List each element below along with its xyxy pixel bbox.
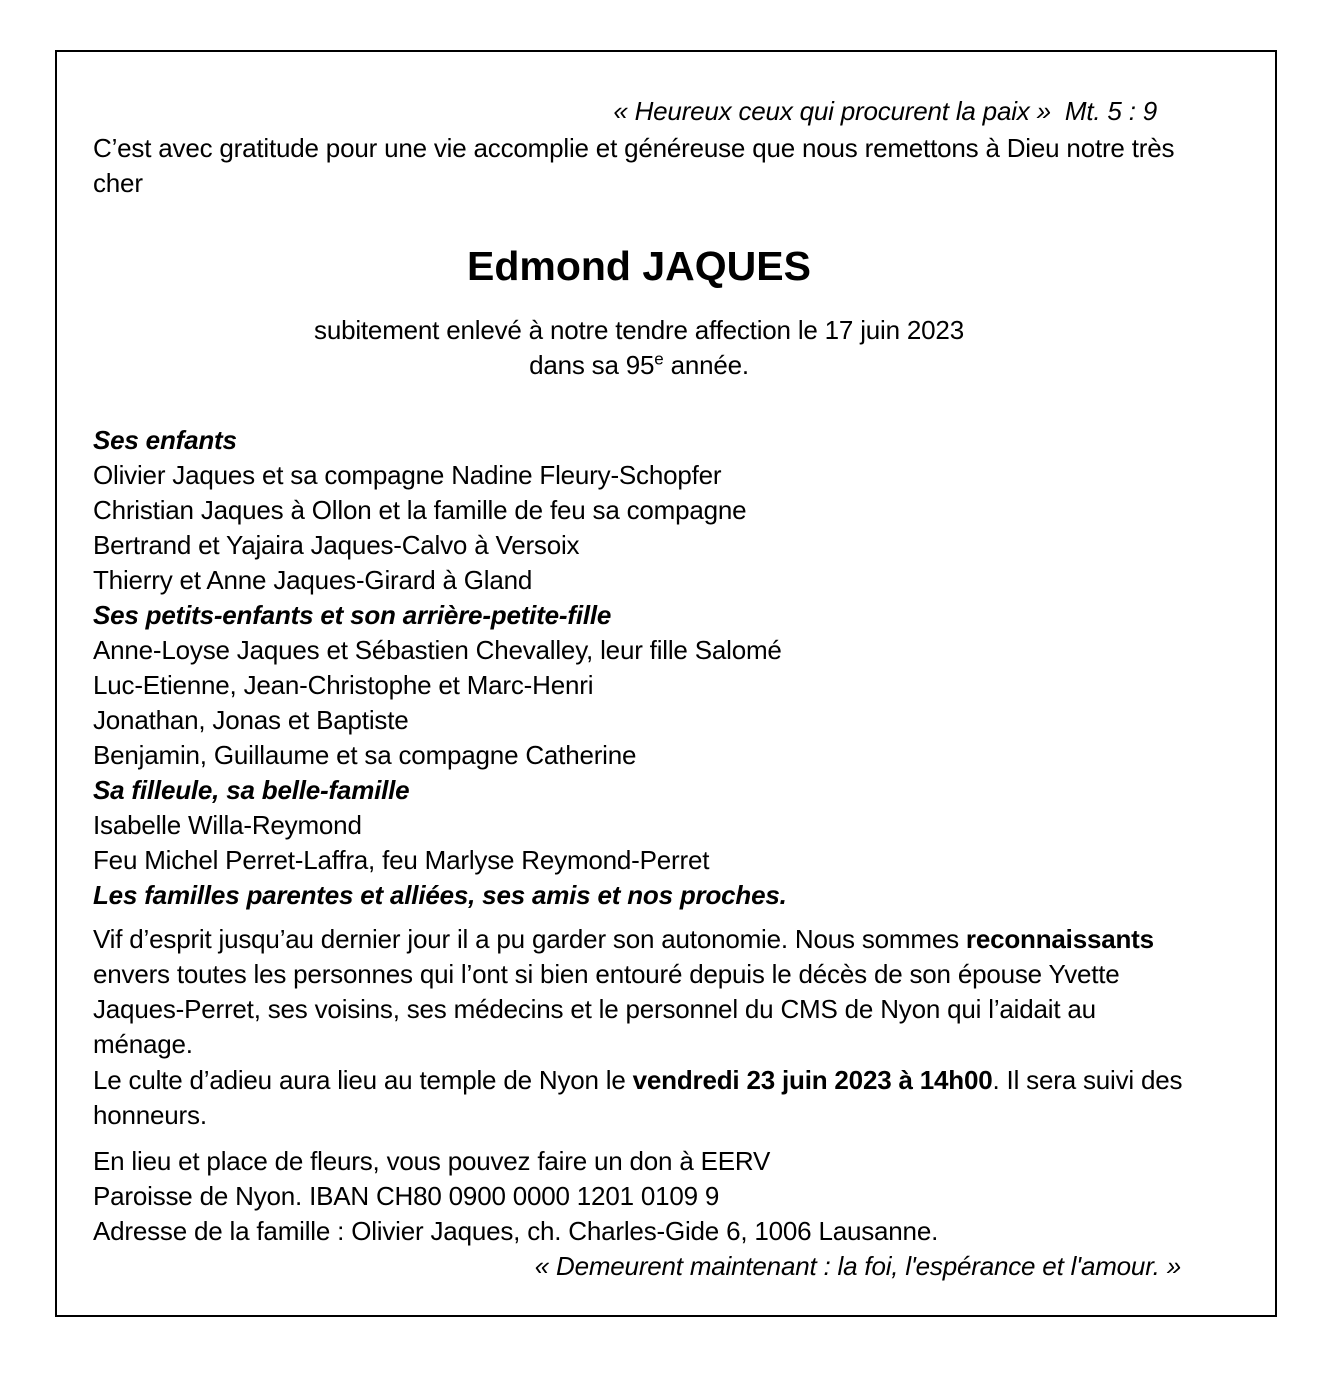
family-member-line: Luc-Etienne, Jean-Christophe et Marc-Henri	[93, 670, 594, 700]
age-line-suffix: année.	[663, 350, 749, 380]
family-member-line: Feu Michel Perret-Laffra, feu Marlyse Reymond-Perret	[93, 845, 710, 875]
donation-line: En lieu et place de fleurs, vous pouvez faire un don à EERV	[93, 1146, 771, 1176]
family-member-line: Jonathan, Jonas et Baptiste	[93, 705, 409, 735]
tribute-paragraph	[93, 922, 1185, 1062]
tribute-text-start: Vif d’esprit jusqu’au dernier jour il a pu garder son autonomie. Nous sommes	[93, 924, 966, 954]
family-member-line: Bertrand et Yajaira Jaques-Calvo à Versoix	[93, 530, 580, 560]
death-notice-frame	[55, 50, 1277, 1317]
family-member-line: Isabelle Willa-Reymond	[93, 810, 362, 840]
family-section-heading: Ses enfants	[93, 425, 237, 455]
age-line-superscript: e	[654, 349, 664, 369]
age-line-prefix: dans sa 95	[529, 350, 655, 380]
family-section-heading: Sa filleule, sa belle-famille	[93, 775, 410, 805]
epigraph-reference: Mt. 5 : 9	[1064, 96, 1157, 126]
family-member-line: Olivier Jaques et sa compagne Nadine Fleury-Schopfer	[93, 460, 722, 490]
tribute-text-end: envers toutes les personnes qui l’ont si bien entouré depuis le décès de son épouse Yvette Jaques-Perret, ses voisins, ses médecins et le personnel du CMS de Nyon qui l’aidait au ménage.	[93, 959, 1120, 1059]
service-text-end: . Il sera suivi des honneurs.	[93, 1065, 1183, 1130]
service-datetime-bold: vendredi 23 juin 2023 à 14h00	[632, 1065, 993, 1095]
epigraph-quote: « Heureux ceux qui procurent la paix »	[613, 96, 1051, 126]
family-member-line: Benjamin, Guillaume et sa compagne Catherine	[93, 740, 637, 770]
donation-iban-line: Paroisse de Nyon. IBAN CH80 0900 0000 1201 0109 9	[93, 1181, 720, 1211]
family-list	[93, 423, 1185, 913]
donation-block	[93, 1144, 1185, 1249]
closing-quote: « Demeurent maintenant : la foi, l'espérance et l'amour. »	[534, 1251, 1181, 1281]
epigraph	[93, 94, 1185, 129]
family-member-line: Thierry et Anne Jaques-Girard à Gland	[93, 565, 533, 595]
death-details	[93, 313, 1185, 383]
family-member-line: Anne-Loyse Jaques et Sébastien Chevalley, leur fille Salomé	[93, 635, 782, 665]
family-address-line: Adresse de la famille : Olivier Jaques, ch. Charles-Gide 6, 1006 Lausanne.	[93, 1216, 939, 1246]
family-section-heading: Les familles parentes et alliées, ses amis et nos proches.	[93, 880, 787, 910]
deceased-name: Edmond JAQUES	[467, 243, 811, 289]
service-paragraph	[93, 1063, 1185, 1133]
death-date-line: subitement enlevé à notre tendre affection le 17 juin 2023	[314, 315, 964, 345]
death-notice-content	[57, 52, 1185, 1284]
family-section-heading: Ses petits-enfants et son arrière-petite-fille	[93, 600, 612, 630]
tribute-bold-word: reconnaissants	[965, 924, 1154, 954]
service-text-start: Le culte d’adieu aura lieu au temple de Nyon le	[93, 1065, 633, 1095]
family-member-line: Christian Jaques à Ollon et la famille de feu sa compagne	[93, 495, 747, 525]
intro-text: C’est avec gratitude pour une vie accomplie et généreuse que nous remettons à Dieu notre très cher	[93, 133, 1175, 198]
age-line	[93, 348, 1185, 383]
